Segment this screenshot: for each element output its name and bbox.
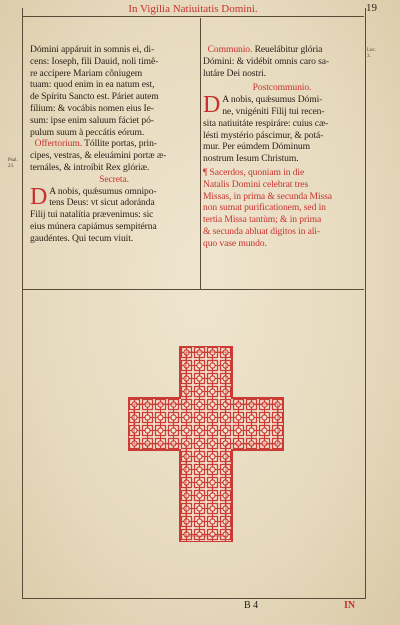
secreta-heading: Secreta. [99, 173, 129, 185]
gospel-line: pulum suum à peccátis eórum. [30, 126, 145, 138]
running-title: In Vigilia Natiuitatis Domini. [22, 2, 364, 17]
postcommunio-line: ne, vnigéniti Filij tui recen- [222, 105, 325, 117]
left-column [30, 44, 198, 245]
communio-label: Communio. [207, 44, 253, 55]
gospel-line: sum: ipse enim saluum fáciet pó- [30, 114, 154, 126]
margin-note-text: 23. [8, 164, 15, 169]
postcommunio-heading: Postcommunio. [252, 82, 312, 94]
postcommunio-line: sita natiuitáte respiráre: cuius cæ- [203, 117, 329, 129]
rubric-paragraph [203, 167, 361, 250]
communio-text: Reuelábitur glória [252, 44, 323, 55]
gospel-line: Dómini appáruit in somnis ei, di- [30, 44, 155, 55]
postcommunio-line: lésti mystério páscimur, & potá- [203, 129, 324, 141]
secreta-line: gaudéntes. Qui tecum viuit. [30, 232, 134, 244]
signature-mark: B 4 [244, 600, 259, 611]
offertory-line: cipes, vestras, & eleuámini portæ æ- [30, 150, 167, 162]
rubric-line: tertia Missa tantùm; & in prima [203, 214, 322, 226]
ornamental-cross [128, 346, 284, 542]
rubric-line: Missas, in prima & secunda Missa [203, 190, 332, 202]
secreta-line: eius múnera capiámus sempitérna [30, 220, 157, 232]
rubric-line: ¶ Sacerdos, quoniam in die [203, 166, 305, 178]
margin-note-text: Psal. [8, 158, 18, 163]
gospel-line: de Spíritu Sancto est. Páriet autem [30, 91, 159, 103]
postcommunio-line: A nobis, quǽsumus Dómi- [222, 94, 323, 106]
communio-line: Dómini: & vidébit omnis caro sa- [203, 55, 330, 67]
rubric-line: quo vase mundo. [203, 237, 267, 249]
text-bottom-rule [22, 289, 364, 290]
folio-number: 19 [366, 2, 377, 14]
postcommunio-line: nostrum Iesum Christum. [203, 153, 299, 165]
offertory-line: ternáles, & introíbit Rex glóriæ. [30, 161, 150, 173]
gospel-line: fílium: & vocábis nomen eius Ie- [30, 102, 154, 114]
offertory-label: Offertorium. [34, 138, 82, 150]
catchword: IN [344, 600, 356, 611]
offertory-text: Tóllite portas, prin- [82, 138, 157, 150]
postcommunio-line: mur. Per eúmdem Dóminum [203, 141, 310, 153]
gospel-line: re accípere Mariam côniugem [30, 67, 143, 79]
rubric-line: & secunda abluat digitos in ali- [203, 225, 320, 237]
gospel-line: tuam: quod enim in ea natum est, [30, 79, 155, 91]
gospel-line: cens: Ioseph, fili Dauid, noli timê- [30, 55, 159, 67]
right-column [203, 44, 361, 250]
communio-line [203, 44, 361, 56]
postcommunio-initial: D [203, 92, 221, 119]
rubric-line: Natalis Domini celebrat tres [203, 178, 309, 190]
secreta-paragraph [30, 183, 198, 245]
postcommunio-paragraph [203, 94, 361, 165]
secreta-initial: D [30, 183, 48, 210]
communio-line: lutáre Dei nostri. [203, 67, 266, 79]
margin-note-text: 3. [367, 54, 371, 59]
margin-note-right [367, 48, 376, 60]
secreta-line: Filij tui natalítia prævenimus: sic [30, 209, 154, 221]
secreta-line: tens Deus: vt sicut adoránda [49, 197, 155, 209]
margin-note-left [8, 158, 18, 170]
rubric-line: non sumat purificationem, sed in [203, 202, 326, 214]
secreta-line: A nobis, quǽsumus omnipo- [49, 185, 157, 197]
offertory-line [30, 138, 198, 150]
column-divider [200, 18, 201, 290]
margin-note-text: Luc. [367, 48, 377, 53]
